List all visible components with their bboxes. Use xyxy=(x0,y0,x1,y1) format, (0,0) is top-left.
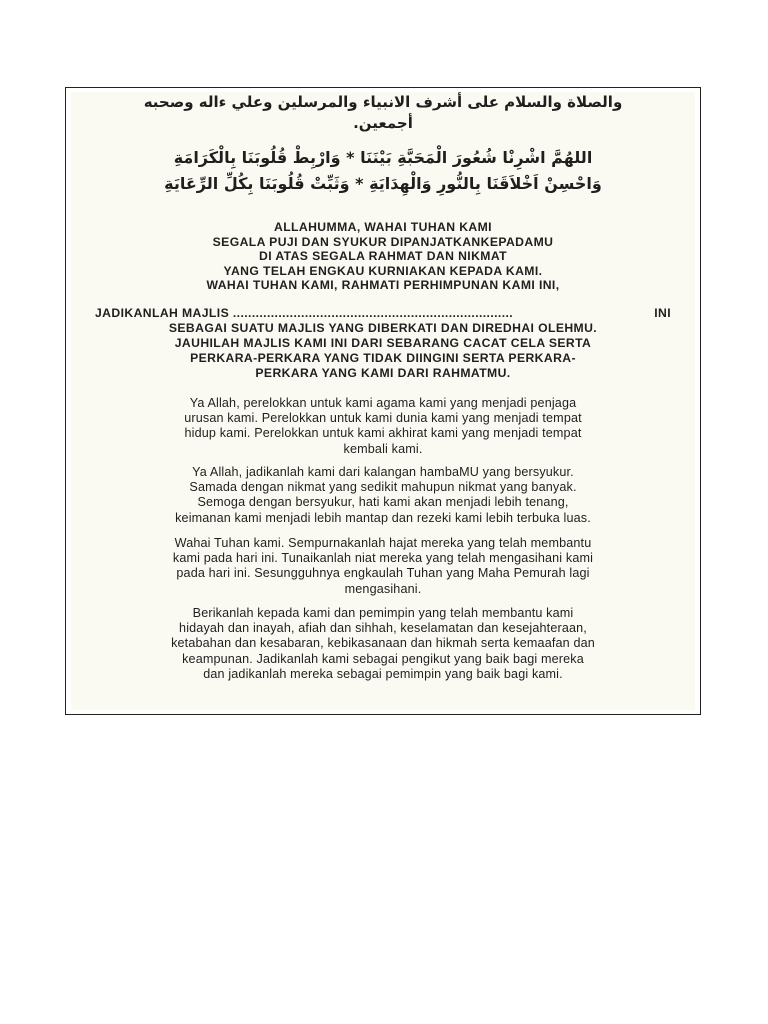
paragraph-line: kembali kami. xyxy=(343,441,423,456)
document-frame xyxy=(65,87,701,715)
arabic-salawat xyxy=(95,92,671,134)
paragraph-line: kami pada hari ini. Tunaikanlah niat mereka yang telah mengasihani kami xyxy=(172,551,594,566)
paragraph-line: urusan kami. Perelokkan untuk kami dunia kami yang menjadi tempat xyxy=(184,411,582,426)
arabic-doa-line: وَاحْسِنْ اَخْلاَقَنَا بِالنُّورِ وَالْهِدَايَةِ * وَثَبِّتْ قُلُوبَنَا بِكُلِّ الرِّعَايَةِ xyxy=(164,174,602,193)
majlis-section xyxy=(95,306,671,381)
paragraph-bersyukur xyxy=(95,465,671,526)
paragraph-line: hidayah dan inayah, afiah dan sihhah, keselamatan dan kesejahteraan, xyxy=(179,621,587,636)
opening-line: SEGALA PUJI DAN SYUKUR DIPANJATKANKEPADAMU xyxy=(212,234,554,249)
opening-line: YANG TELAH ENGKAU KURNIAKAN KEPADA KAMI. xyxy=(223,263,543,278)
majlis-line: JAUHILAH MAJLIS KAMI INI DARI SEBARANG CACAT CELA SERTA xyxy=(174,336,592,350)
majlis-blank-line xyxy=(95,306,671,321)
arabic-salawat-line: أجمعين. xyxy=(353,114,413,132)
arabic-salawat-line: والصلاة والسلام على أشرف الانبياء والمرسلين وعلي ءاله وصحبه xyxy=(143,93,623,111)
paragraph-line: Semoga dengan bersyukur, hati kami akan menjadi lebih tenang, xyxy=(197,495,569,510)
majlis-blank-right: INI xyxy=(654,306,671,320)
paragraph-hajat xyxy=(95,536,671,597)
opening-line: DI ATAS SEGALA RAHMAT DAN NIKMAT xyxy=(259,249,507,264)
paragraph-line: pada hari ini. Sesungguhnya engkaulah Tuhan yang Maha Pemurah lagi xyxy=(176,566,590,581)
prayer-text-page xyxy=(71,92,695,710)
paragraph-line: dan jadikanlah mereka sebagai pemimpin yang baik bagi kami. xyxy=(203,666,563,681)
paragraph-line: mengasihani. xyxy=(344,581,422,596)
opening-line: ALLAHUMMA, WAHAI TUHAN KAMI xyxy=(274,220,492,234)
arabic-doa-line: اللهُمَّ اشْرِنْا شُعُورَ الْمَحَبَّةِ بَيْنَنَا * وَارْبِطْ قُلُوبَنَا بِالْكَرَامَةِ xyxy=(173,148,593,167)
paragraph-line: Ya Allah, perelokkan untuk kami agama kami yang menjadi penjaga xyxy=(189,396,577,410)
majlis-line: PERKARA YANG KAMI DARI RAHMATMU. xyxy=(255,366,511,380)
majlis-line: SEBAGAI SUATU MAJLIS YANG DIBERKATI DAN DIREDHAI OLEHMU. xyxy=(168,321,598,335)
paragraph-line: keampunan. Jadikanlah kami sebagai pengikut yang baik bagi mereka xyxy=(182,651,584,666)
paragraph-line: ketabahan dan kesabaran, kebikasanaan dan hikmah serta kemaafan dan xyxy=(171,636,595,651)
majlis-blank-left: JADIKANLAH MAJLIS .......................................................................... xyxy=(95,306,514,320)
paragraph-line: Berikanlah kepada kami dan pemimpin yang telah membantu kami xyxy=(192,606,574,620)
paragraph-line: Samada dengan nikmat yang sedikit mahupun nikmat yang banyak. xyxy=(189,480,577,495)
paragraph-perelokkan xyxy=(95,396,671,457)
opening-line: WAHAI TUHAN KAMI, RAHMATI PERHIMPUNAN KAMI INI, xyxy=(206,278,560,293)
paragraph-line: keimanan kami menjadi lebih mantap dan rezeki kami lebih terbuka luas. xyxy=(175,510,591,525)
paragraph-line: Ya Allah, jadikanlah kami dari kalangan hambaMU yang bersyukur. xyxy=(192,465,574,479)
paragraph-pemimpin xyxy=(95,606,671,682)
paragraph-line: Wahai Tuhan kami. Sempurnakanlah hajat mereka yang telah membantu xyxy=(174,536,592,550)
opening-caps xyxy=(95,220,671,293)
arabic-doa xyxy=(95,145,671,197)
majlis-line: PERKARA-PERKARA YANG TIDAK DIINGINI SERTA PERKARA- xyxy=(190,351,576,365)
paragraph-line: hidup kami. Perelokkan untuk kami akhirat kami yang menjadi tempat xyxy=(184,426,582,441)
